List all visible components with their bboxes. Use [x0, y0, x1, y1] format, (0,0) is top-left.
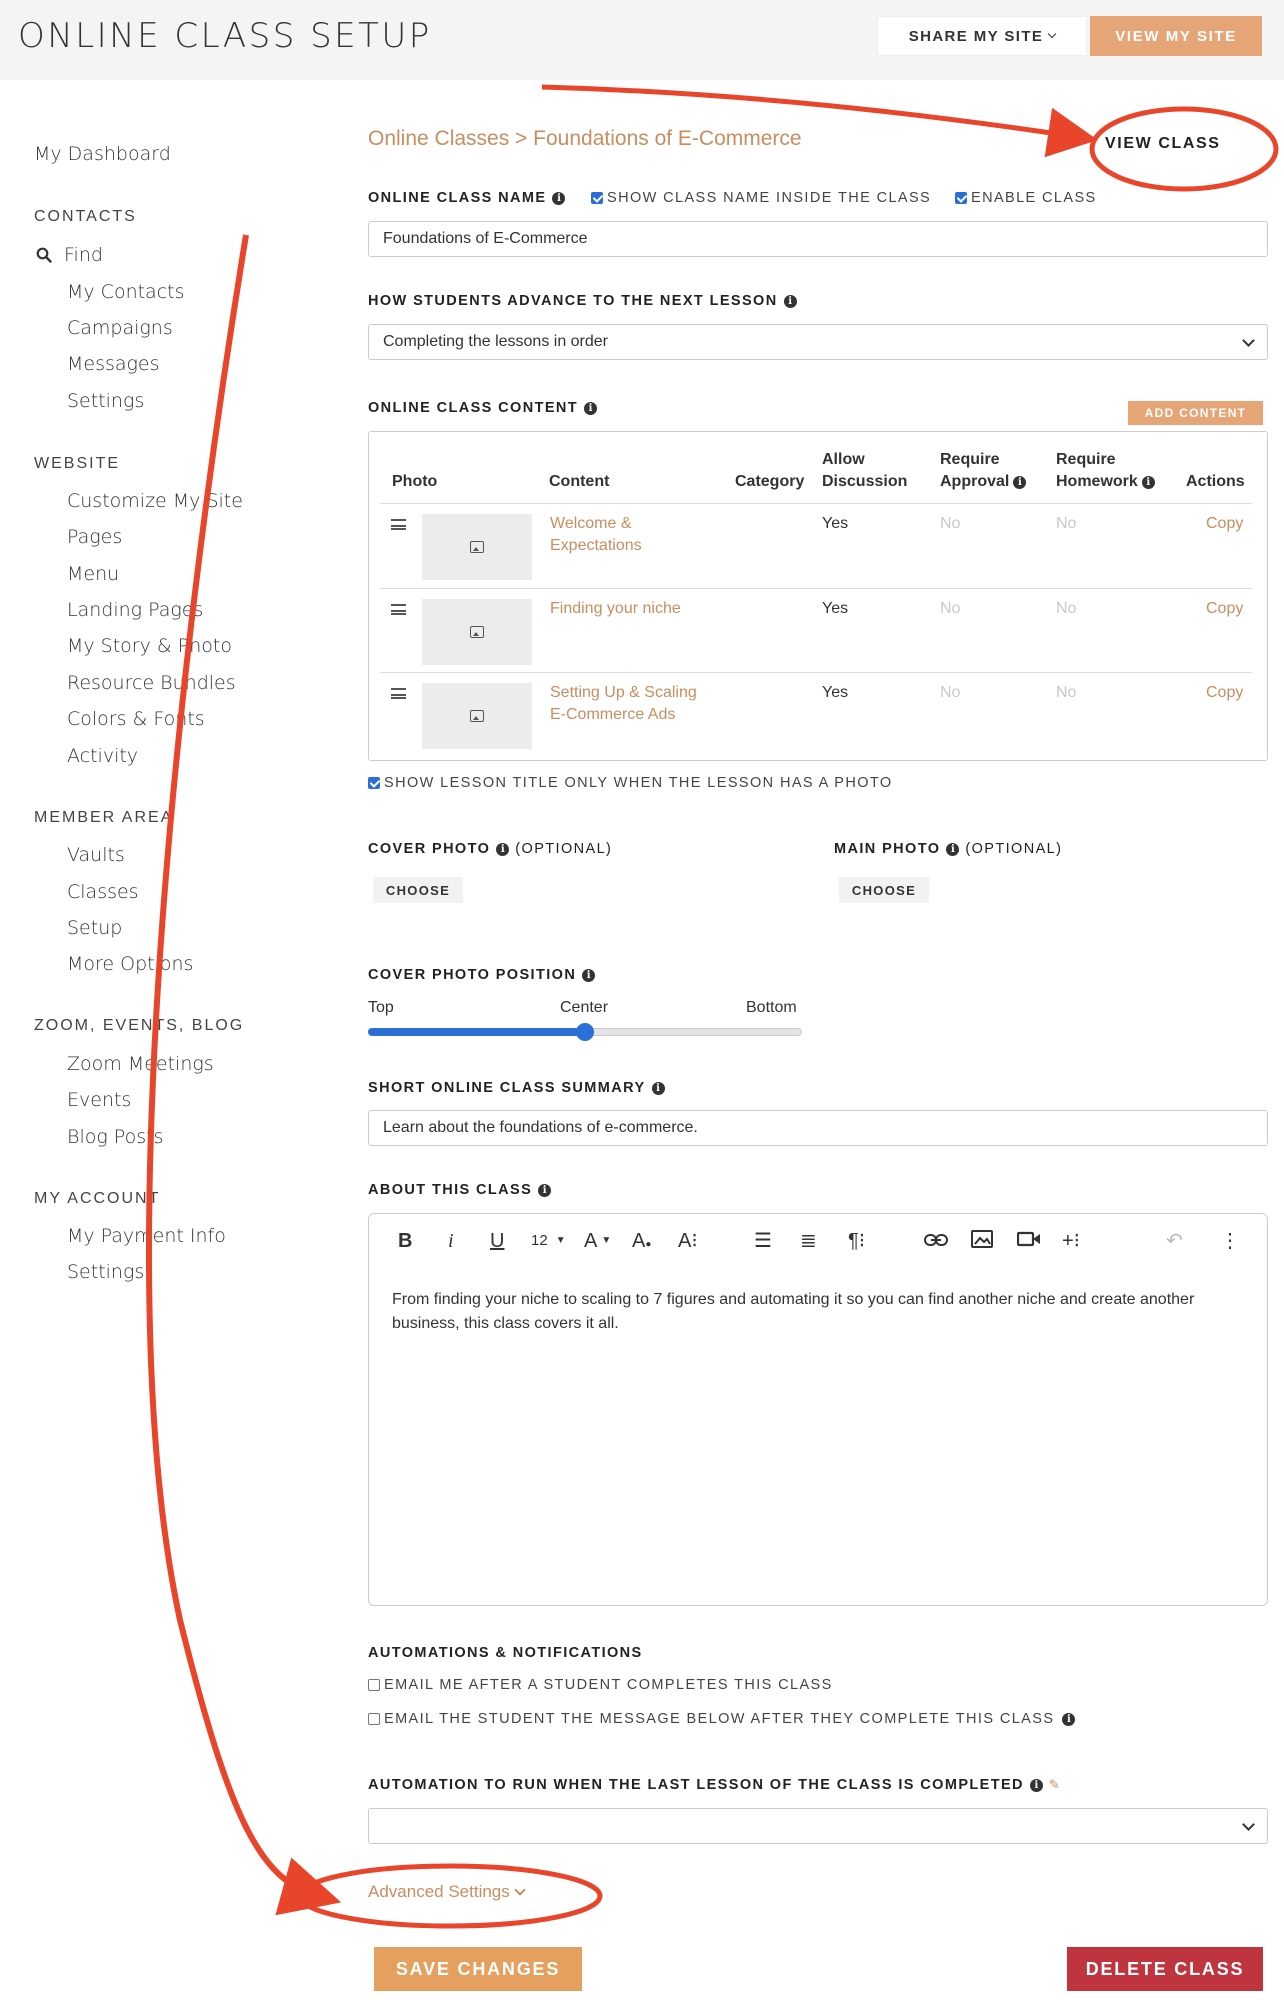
email-student-label: EMAIL THE STUDENT THE MESSAGE BELOW AFTER THEY COMPLETE THIS CLASS — [384, 1711, 1055, 1727]
row-divider — [380, 503, 1252, 504]
copy-link[interactable]: Copy — [1206, 515, 1244, 532]
position-center-label: Center — [560, 999, 609, 1016]
sidebar-item-more-options[interactable]: More Options — [67, 953, 194, 975]
drag-handle-icon[interactable] — [391, 688, 406, 699]
edit-pencil-icon[interactable]: ✎ — [1048, 1777, 1062, 1792]
link-icon[interactable] — [924, 1230, 948, 1252]
row-divider — [380, 672, 1252, 673]
summary-input[interactable] — [368, 1110, 1268, 1146]
sidebar-heading-contacts: CONTACTS — [34, 208, 137, 225]
main-photo-label-text: MAIN PHOTO — [834, 841, 941, 857]
highlight-icon[interactable]: A● — [632, 1230, 652, 1252]
homework-header-text: Homework — [1056, 473, 1138, 490]
automation-select[interactable] — [368, 1808, 1268, 1844]
choose-main-photo-button[interactable]: CHOOSE — [839, 877, 929, 903]
about-text[interactable]: From finding your niche to scaling to 7 figures and automating it so you can find another niche and create another business, this class covers it all. — [392, 1291, 1195, 1332]
save-changes-button[interactable]: SAVE CHANGES — [374, 1947, 582, 1991]
automation-label-text: AUTOMATION TO RUN WHEN THE LAST LESSON OF THE CLASS IS COMPLETED — [368, 1777, 1024, 1793]
content-label — [368, 400, 597, 416]
checkbox-checked-icon — [591, 192, 603, 204]
share-my-site-button[interactable] — [877, 16, 1087, 56]
cover-position-label-text: COVER PHOTO POSITION — [368, 967, 577, 983]
email-me-label: EMAIL ME AFTER A STUDENT COMPLETES THIS CLASS — [384, 1677, 833, 1693]
sidebar-item-colors-fonts[interactable]: Colors & Fonts — [67, 708, 205, 730]
sidebar-item-campaigns[interactable]: Campaigns — [67, 317, 173, 339]
email-me-checkbox[interactable] — [368, 1677, 833, 1693]
checkbox-checked-icon — [368, 777, 380, 789]
approval-value: No — [940, 684, 961, 701]
class-name-input[interactable] — [368, 221, 1268, 257]
column-header-content: Content — [549, 473, 610, 490]
content-label-text: ONLINE CLASS CONTENT — [368, 400, 579, 416]
lesson-thumbnail[interactable] — [422, 599, 532, 665]
cover-photo-label — [368, 841, 612, 857]
row-divider — [380, 588, 1252, 589]
sidebar-item-events[interactable]: Events — [67, 1089, 132, 1111]
enable-class-checkbox[interactable] — [955, 190, 1097, 206]
lesson-thumbnail[interactable] — [422, 683, 532, 749]
main-photo-label — [834, 841, 1062, 857]
sidebar-item-setup[interactable]: Setup — [67, 917, 123, 939]
column-header-actions: Actions — [1186, 473, 1245, 490]
search-icon — [36, 247, 52, 263]
automation-label — [368, 1777, 1061, 1793]
image-placeholder-icon — [470, 626, 484, 638]
cover-photo-label-text: COVER PHOTO — [368, 841, 491, 857]
column-header-allow: Allow — [822, 451, 865, 468]
position-top-label: Top — [368, 999, 394, 1016]
advanced-settings-label: Advanced Settings — [368, 1882, 510, 1901]
align-left-icon[interactable]: ☰ — [754, 1230, 772, 1252]
underline-icon[interactable]: U — [490, 1230, 505, 1252]
info-icon: i — [584, 402, 597, 415]
lesson-title-line: Welcome & — [550, 515, 632, 532]
column-header-discussion: Discussion — [822, 473, 908, 490]
approval-value: No — [940, 600, 961, 617]
show-class-name-checkbox[interactable] — [591, 190, 931, 206]
automations-label: AUTOMATIONS & NOTIFICATIONS — [368, 1645, 643, 1661]
sidebar-item-resource-bundles[interactable]: Resource Bundles — [67, 672, 236, 694]
lesson-title-line: Finding your niche — [550, 600, 681, 617]
view-class-button[interactable]: VIEW CLASS — [1105, 135, 1221, 152]
position-bottom-label: Bottom — [746, 999, 797, 1016]
summary-label-text: SHORT ONLINE CLASS SUMMARY — [368, 1080, 646, 1096]
sidebar-item-my-payment-info[interactable]: My Payment Info — [67, 1225, 226, 1247]
approval-header-text: Approval — [940, 473, 1010, 490]
class-name-label — [368, 190, 565, 206]
info-icon: i — [784, 295, 797, 308]
sidebar-item-my-story-photo[interactable]: My Story & Photo — [67, 635, 232, 657]
sidebar-item-find[interactable] — [36, 244, 103, 266]
class-name-value: Foundations of E-Commerce — [383, 230, 588, 247]
email-student-checkbox[interactable] — [368, 1711, 1075, 1727]
sidebar-item-activity[interactable]: Activity — [67, 745, 139, 767]
approval-value: No — [940, 515, 961, 532]
optional-label: (OPTIONAL) — [965, 841, 1063, 857]
sidebar-item-messages[interactable]: Messages — [67, 353, 160, 375]
info-icon: i — [1142, 476, 1155, 489]
image-placeholder-icon — [470, 541, 484, 553]
homework-value: No — [1056, 515, 1077, 532]
sidebar-item-contact-settings[interactable]: Settings — [67, 390, 145, 412]
lesson-title-photo-checkbox[interactable] — [368, 775, 893, 791]
slider-fill — [368, 1028, 585, 1036]
copy-link[interactable]: Copy — [1206, 600, 1244, 617]
top-bar — [0, 0, 1284, 80]
slider-handle[interactable] — [576, 1023, 594, 1041]
chevron-down-icon — [514, 1884, 525, 1895]
italic-icon[interactable]: i — [448, 1230, 454, 1252]
column-header-require-homework: Require — [1056, 451, 1116, 468]
sidebar-heading-my-account: MY ACCOUNT — [34, 1190, 161, 1207]
sidebar-item-pages[interactable]: Pages — [67, 526, 123, 548]
image-icon[interactable] — [971, 1230, 993, 1253]
lesson-title-line: Expectations — [550, 537, 642, 554]
share-my-site-label: SHARE MY SITE — [908, 27, 1044, 45]
image-placeholder-icon — [470, 710, 484, 722]
lesson-title-link[interactable] — [550, 598, 681, 620]
sidebar-item-account-settings[interactable]: Settings — [67, 1261, 145, 1283]
sidebar-item-label: Find — [64, 244, 103, 266]
column-header-photo: Photo — [392, 473, 438, 490]
lesson-title-line: Setting Up & Scaling — [550, 684, 697, 701]
more-icon[interactable]: ⋮ — [1220, 1230, 1240, 1252]
drag-handle-icon[interactable] — [391, 604, 406, 615]
caret-down-icon: ▼ — [555, 1235, 566, 1246]
sidebar-item-customize-my-site[interactable]: Customize My Site — [67, 490, 243, 512]
sidebar-item-dashboard[interactable]: My Dashboard — [34, 143, 171, 165]
info-icon: i — [946, 843, 959, 856]
paragraph-icon[interactable]: ¶⁝ — [848, 1230, 866, 1252]
font-size-select[interactable] — [531, 1230, 566, 1252]
lesson-title-photo-label: SHOW LESSON TITLE ONLY WHEN THE LESSON HAS A PHOTO — [384, 775, 893, 791]
sidebar-item-classes[interactable]: Classes — [67, 881, 139, 903]
optional-label: (OPTIONAL) — [515, 841, 613, 857]
summary-value: Learn about the foundations of e-commerce. — [383, 1119, 698, 1136]
chevron-down-icon — [1242, 334, 1255, 347]
advance-value: Completing the lessons in order — [383, 333, 609, 350]
page-title: ONLINE CLASS SETUP — [18, 16, 432, 56]
lesson-title-link[interactable] — [550, 682, 697, 726]
lesson-thumbnail[interactable] — [422, 514, 532, 580]
column-header-homework — [1056, 471, 1155, 493]
link-svg-icon — [924, 1233, 948, 1247]
advance-select[interactable] — [368, 324, 1268, 360]
show-class-name-label: SHOW CLASS NAME INSIDE THE CLASS — [607, 190, 932, 206]
homework-value: No — [1056, 600, 1077, 617]
advance-label-text: HOW STUDENTS ADVANCE TO THE NEXT LESSON — [368, 293, 778, 309]
info-icon: i — [582, 969, 595, 982]
choose-cover-photo-button[interactable]: CHOOSE — [373, 877, 463, 903]
advance-label — [368, 293, 797, 309]
bold-icon[interactable]: B — [398, 1230, 413, 1252]
discussion-value: Yes — [822, 600, 849, 617]
enable-class-label: ENABLE CLASS — [971, 190, 1097, 206]
sidebar-heading-member-area: MEMBER AREA — [34, 809, 174, 826]
undo-icon[interactable]: ↶ — [1166, 1230, 1183, 1252]
delete-class-button[interactable]: DELETE CLASS — [1067, 1947, 1263, 1991]
checkbox-unchecked-icon — [368, 1679, 380, 1691]
info-icon: i — [538, 1184, 551, 1197]
insert-icon[interactable]: +⁝ — [1062, 1230, 1081, 1252]
text-size-icon[interactable]: A⁝ — [678, 1230, 698, 1252]
lesson-title-line: E-Commerce Ads — [550, 706, 676, 723]
video-svg-icon — [1017, 1231, 1041, 1247]
checkbox-unchecked-icon — [368, 1713, 380, 1725]
add-content-button[interactable]: ADD CONTENT — [1128, 401, 1263, 425]
sidebar-item-vaults[interactable]: Vaults — [67, 844, 125, 866]
video-icon[interactable] — [1017, 1230, 1041, 1252]
column-header-require-approval: Require — [940, 451, 1000, 468]
lesson-title-link[interactable] — [550, 513, 642, 557]
font-color-icon[interactable]: A ▼ — [584, 1230, 612, 1252]
class-name-label-text: ONLINE CLASS NAME — [368, 190, 547, 206]
info-icon: i — [1013, 476, 1026, 489]
sidebar-heading-zoom-events-blog: ZOOM, EVENTS, BLOG — [34, 1017, 245, 1034]
chevron-down-icon — [1242, 1818, 1255, 1831]
info-icon: i — [496, 843, 509, 856]
breadcrumb[interactable]: Online Classes > Foundations of E-Commerce — [368, 127, 802, 150]
info-icon: i — [1062, 1713, 1075, 1726]
info-icon: i — [552, 192, 565, 205]
align-center-icon[interactable]: ≣ — [800, 1230, 817, 1252]
discussion-value: Yes — [822, 684, 849, 701]
about-label — [368, 1182, 551, 1198]
copy-link[interactable]: Copy — [1206, 684, 1244, 701]
summary-label — [368, 1080, 665, 1096]
cover-position-label — [368, 967, 595, 983]
image-svg-icon — [971, 1230, 993, 1248]
about-editor[interactable] — [368, 1213, 1268, 1606]
sidebar-item-menu[interactable]: Menu — [67, 563, 120, 585]
sidebar-item-my-contacts[interactable]: My Contacts — [67, 281, 185, 303]
sidebar-item-blog-posts[interactable]: Blog Posts — [67, 1126, 164, 1148]
checkbox-checked-icon — [955, 192, 967, 204]
info-icon: i — [1030, 1779, 1043, 1792]
column-header-category: Category — [735, 473, 805, 490]
drag-handle-icon[interactable] — [391, 519, 406, 530]
chevron-down-icon — [1048, 30, 1056, 38]
sidebar-heading-website: WEBSITE — [34, 455, 121, 472]
about-label-text: ABOUT THIS CLASS — [368, 1182, 533, 1198]
homework-value: No — [1056, 684, 1077, 701]
sidebar-item-landing-pages[interactable]: Landing Pages — [67, 599, 204, 621]
column-header-approval — [940, 471, 1026, 493]
font-size-value: 12 — [531, 1232, 548, 1249]
info-icon: i — [652, 1082, 665, 1095]
advanced-settings-toggle[interactable] — [368, 1882, 524, 1902]
view-my-site-button[interactable]: VIEW MY SITE — [1090, 16, 1262, 56]
discussion-value: Yes — [822, 515, 849, 532]
sidebar-item-zoom-meetings[interactable]: Zoom Meetings — [67, 1053, 214, 1075]
